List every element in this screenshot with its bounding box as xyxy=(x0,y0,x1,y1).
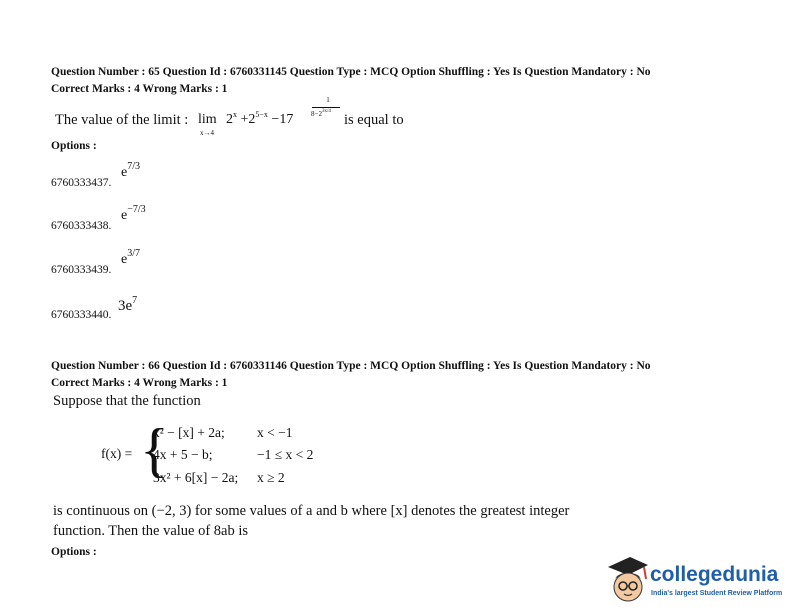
lim-word: lim xyxy=(198,112,217,127)
q66-intro: Suppose that the function xyxy=(53,393,201,409)
option-value[interactable]: $e^{-7/3}$ xyxy=(121,204,146,223)
lim-subscript: x→4 xyxy=(200,129,214,137)
q65-meta-line2: Correct Marks : 4 Wrong Marks : 1 xyxy=(51,83,228,95)
term2: +2 xyxy=(240,112,256,127)
q65-meta-line1: Question Number : 65 Question Id : 6760331145 Question Type : MCQ Option Shuffling : Yes Is Question Mandatory : No xyxy=(51,66,651,78)
term1: 2 xyxy=(226,112,233,127)
brand-name: collegedunia xyxy=(650,563,779,586)
brand-tagline: India's largest Student Review Platform xyxy=(651,590,783,597)
q66-meta-line1: Question Number : 66 Question Id : 6760331146 Question Type : MCQ Option Shuffling : Yes Is Question Mandatory : No xyxy=(51,360,651,372)
outer-exponent-numerator: 1 xyxy=(326,96,330,104)
option-value[interactable]: $3e^7$ xyxy=(118,295,138,314)
option-value[interactable]: $e^{3/7}$ xyxy=(121,248,140,267)
collegedunia-logo xyxy=(604,555,790,610)
mascot-icon xyxy=(604,555,652,607)
piece-cond: x ≥ 2 xyxy=(257,470,285,485)
option-value[interactable]: $e^{7/3}$ xyxy=(121,161,140,180)
function-name: f(x) = xyxy=(101,446,133,461)
q66-body-line2: function. Then the value of 8ab is xyxy=(53,523,249,539)
piece-expr: 3x² + 6[x] − 2a; xyxy=(153,470,239,485)
term1-exponent: x xyxy=(233,110,237,119)
q66-options-label: Options : xyxy=(51,546,97,558)
piece-cond: −1 ≤ x < 2 xyxy=(257,447,314,462)
q66-body-line1: is continuous on (−2, 3) for some values of a and b where [x] denotes the greatest integer xyxy=(53,503,570,519)
outer-exponent-fraction-bar xyxy=(312,107,340,108)
term3: −17 xyxy=(271,112,294,127)
piece-cond: x < −1 xyxy=(257,425,293,440)
option-id: 6760333438. xyxy=(51,220,112,232)
option-id: 6760333440. xyxy=(51,309,112,321)
piece-expr: x² − [x] + 2a; xyxy=(153,425,225,440)
option-id: 6760333437. xyxy=(51,177,112,189)
q66-meta-line2: Correct Marks : 4 Wrong Marks : 1 xyxy=(51,377,228,389)
q65-options-label: Options : xyxy=(51,140,97,152)
q65-stem-prefix: The value of the limit : xyxy=(55,112,189,128)
piece-expr: 4x + 5 − b; xyxy=(153,447,213,462)
option-id: 6760333439. xyxy=(51,264,112,276)
term2-exponent: 5−x xyxy=(255,110,268,119)
piecewise-brace: { xyxy=(140,417,169,483)
outer-exponent-denominator: $8-2^{3x/4}$ xyxy=(311,109,331,118)
q65-stem-suffix: is equal to xyxy=(344,112,404,128)
limit-base-terms xyxy=(226,112,293,128)
